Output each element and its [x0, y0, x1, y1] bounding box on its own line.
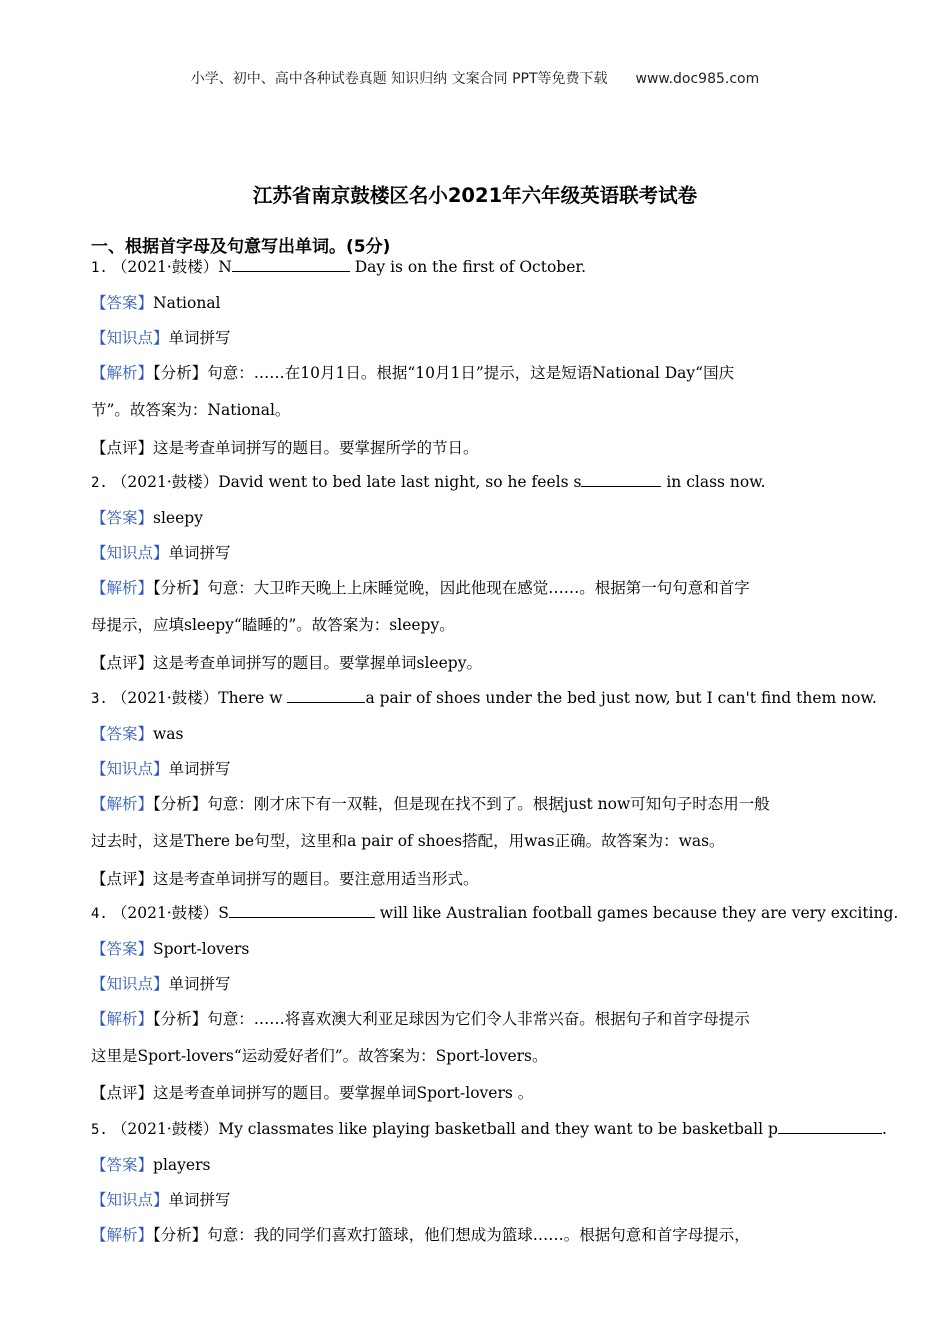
analysis-line-1a [91, 362, 734, 384]
comment-label: 【点评】 [91, 439, 154, 457]
analysis-text: 句意：……在10月1日。根据“10月1日”提示，这是短语National Day“国庆 [207, 364, 735, 382]
answer-blank [229, 903, 375, 918]
question-number: 1. [91, 260, 108, 276]
answer-value: National [153, 294, 221, 312]
answer-label: 【答案】 [91, 1156, 154, 1174]
fenxi-label: 【分析】 [153, 1010, 208, 1028]
analysis-text: 这里是Sport-lovers“运动爱好者们”。故答案为：Sport-lovers。 [91, 1047, 548, 1065]
analysis-text: 过去时，这是There be句型，这里和a pair of shoes搭配，用was正确。故答案为：was。 [91, 832, 725, 850]
knowledge-label: 【知识点】 [91, 1191, 169, 1209]
answer-line-5 [91, 1154, 210, 1176]
fenxi-label: 【分析】 [153, 795, 208, 813]
question-text-post: Day is on the first of October. [349, 258, 586, 276]
answer-label: 【答案】 [91, 725, 154, 743]
knowledge-line-2 [91, 542, 231, 564]
comment-text: 这是考查单词拼写的题目。要掌握单词sleepy。 [153, 654, 482, 672]
question-text-post: . [881, 1120, 887, 1138]
answer-line-1 [91, 292, 221, 314]
comment-line-2 [91, 652, 482, 674]
knowledge-value: 单词拼写 [168, 975, 231, 993]
comment-label: 【点评】 [91, 870, 154, 888]
question-text-pre: There w [218, 689, 288, 707]
knowledge-label: 【知识点】 [91, 760, 169, 778]
knowledge-label: 【知识点】 [91, 329, 169, 347]
page-header [0, 68, 950, 88]
answer-blank [287, 688, 365, 703]
answer-value: was [153, 725, 184, 743]
fenxi-label: 【分析】 [153, 579, 208, 597]
analysis-label: 【解析】 [91, 579, 154, 597]
comment-line-4 [91, 1082, 533, 1104]
question-number: 3. [91, 691, 108, 707]
comment-line-3 [91, 868, 479, 890]
analysis-text: 句意：刚才床下有一双鞋，但是现在找不到了。根据just now可知句子时态用一般 [207, 795, 770, 813]
analysis-text: 句意：大卫昨天晚上上床睡觉晚，因此他现在感觉……。根据第一句句意和首字 [207, 579, 750, 597]
answer-line-4 [91, 938, 249, 960]
comment-text: 这是考查单词拼写的题目。要掌握单词Sport-lovers 。 [153, 1084, 534, 1102]
analysis-label: 【解析】 [91, 795, 154, 813]
fenxi-label: 【分析】 [153, 364, 208, 382]
knowledge-value: 单词拼写 [168, 544, 231, 562]
analysis-text: 句意：……将喜欢澳大利亚足球因为它们令人非常兴奋。根据句子和首字母提示 [207, 1010, 750, 1028]
knowledge-value: 单词拼写 [168, 329, 231, 347]
analysis-text: 母提示，应填sleepy“瞌睡的”。故答案为：sleepy。 [91, 616, 455, 634]
answer-label: 【答案】 [91, 509, 154, 527]
question-source: （2021·鼓楼） [111, 904, 219, 922]
analysis-line-3a [91, 793, 770, 815]
analysis-text: 句意：我的同学们喜欢打篮球，他们想成为篮球……。根据句意和首字母提示， [207, 1226, 750, 1244]
comment-label: 【点评】 [91, 1084, 154, 1102]
analysis-line-2b [91, 614, 455, 636]
comment-text: 这是考查单词拼写的题目。要注意用适当形式。 [153, 870, 479, 888]
analysis-line-5a [91, 1224, 750, 1246]
section-heading: 一、根据首字母及句意写出单词。(5分) [91, 237, 391, 257]
question-5 [91, 1118, 887, 1141]
question-text-pre: David went to bed late last night, so he feels s [218, 473, 582, 491]
question-3 [91, 687, 877, 710]
answer-value: players [153, 1156, 211, 1174]
answer-label: 【答案】 [91, 940, 154, 958]
answer-line-2 [91, 507, 203, 529]
question-2 [91, 471, 766, 494]
answer-blank [232, 257, 350, 272]
knowledge-label: 【知识点】 [91, 544, 169, 562]
analysis-line-3b [91, 830, 725, 852]
answer-line-3 [91, 723, 183, 745]
knowledge-value: 单词拼写 [168, 760, 231, 778]
question-text-pre: My classmates like playing basketball and they want to be basketball p [218, 1120, 778, 1138]
knowledge-line-1 [91, 327, 231, 349]
analysis-label: 【解析】 [91, 1226, 154, 1244]
analysis-line-2a [91, 577, 750, 599]
question-source: （2021·鼓楼） [111, 1120, 219, 1138]
question-number: 4. [91, 906, 108, 922]
question-source: （2021·鼓楼） [111, 473, 219, 491]
question-text-pre: S [218, 904, 229, 922]
question-4 [91, 902, 898, 925]
analysis-label: 【解析】 [91, 1010, 154, 1028]
page-title: 江苏省南京鼓楼区名小2021年六年级英语联考试卷 [252, 184, 698, 207]
comment-label: 【点评】 [91, 654, 154, 672]
header-site: www.doc985.com [635, 71, 760, 87]
analysis-line-4b [91, 1045, 548, 1067]
question-text-post: in class now. [661, 473, 766, 491]
header-text: 小学、初中、高中各种试卷真题 知识归纳 文案合同 PPT等免费下载 [190, 71, 608, 87]
knowledge-line-5 [91, 1189, 231, 1211]
analysis-line-4a [91, 1008, 750, 1030]
fenxi-label: 【分析】 [153, 1226, 208, 1244]
answer-value: sleepy [153, 509, 203, 527]
answer-value: Sport-lovers [153, 940, 250, 958]
question-1 [91, 256, 586, 279]
knowledge-label: 【知识点】 [91, 975, 169, 993]
question-number: 2. [91, 475, 108, 491]
question-text-pre: N [218, 258, 232, 276]
analysis-line-1b [91, 399, 290, 421]
answer-blank [581, 472, 661, 487]
knowledge-line-3 [91, 758, 231, 780]
question-text-post: will like Australian football games because they are very exciting. [374, 904, 899, 922]
knowledge-value: 单词拼写 [168, 1191, 231, 1209]
question-number: 5. [91, 1122, 108, 1138]
analysis-text: 节”。故答案为：National。 [91, 401, 291, 419]
answer-label: 【答案】 [91, 294, 154, 312]
question-source: （2021·鼓楼） [111, 258, 219, 276]
answer-blank [778, 1119, 882, 1134]
question-text-post: a pair of shoes under the bed just now, but I can't find them now. [365, 689, 877, 707]
question-source: （2021·鼓楼） [111, 689, 219, 707]
comment-text: 这是考查单词拼写的题目。要掌握所学的节日。 [153, 439, 479, 457]
comment-line-1 [91, 437, 479, 459]
analysis-label: 【解析】 [91, 364, 154, 382]
knowledge-line-4 [91, 973, 231, 995]
